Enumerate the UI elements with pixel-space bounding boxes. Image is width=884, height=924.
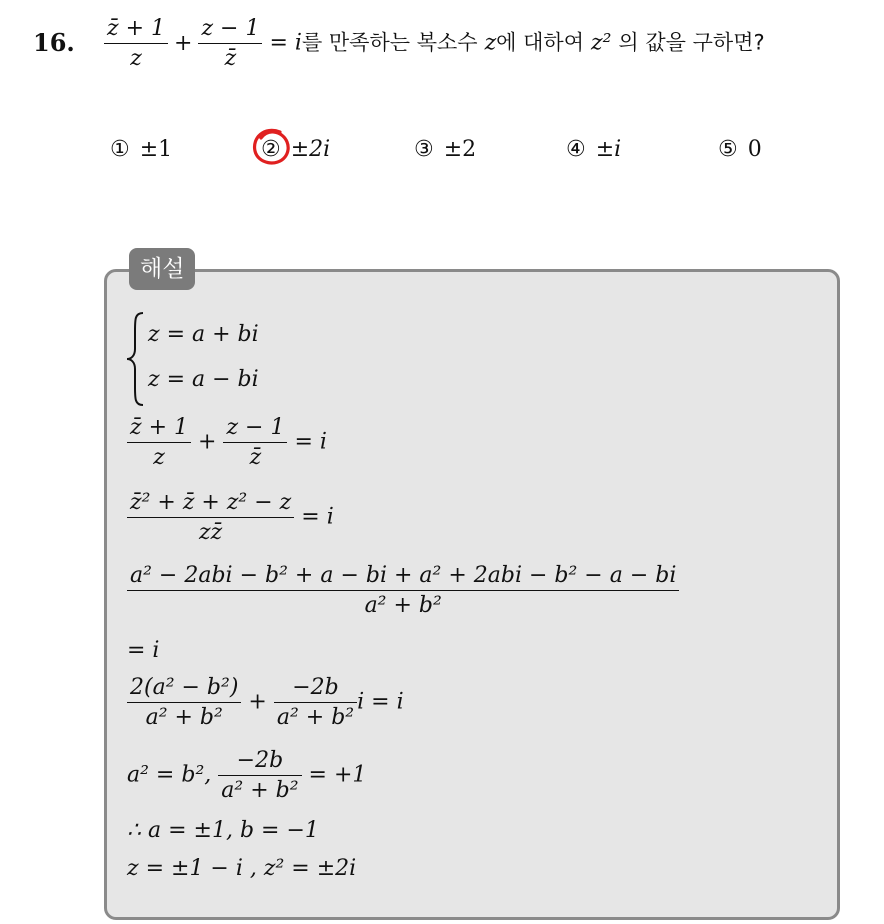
- solution-step-4: = i: [127, 638, 160, 663]
- solution-step-3: [127, 563, 679, 618]
- fraction-denominator: z̄: [223, 442, 287, 470]
- question-fraction-1: [104, 16, 168, 71]
- choice-value: ±i: [595, 137, 622, 162]
- fraction-denominator: z: [104, 43, 168, 71]
- question-number: 16.: [33, 28, 75, 57]
- choice-number: ④: [566, 137, 586, 162]
- equation-rhs: i = i: [357, 689, 404, 715]
- choice-value: 0: [747, 137, 762, 162]
- fraction-denominator: a² + b²: [127, 702, 241, 730]
- left-brace-icon: [125, 311, 147, 407]
- choice-value: ±2i: [290, 137, 331, 162]
- fraction-numerator: −2b: [292, 675, 339, 700]
- solution-step-5: $\frac{\text{2(a² − b²)}}{\text{a² + b²}}$ + $\frac{-2b}{\text{a² + b²}}$ i = i: [127, 675, 404, 730]
- fraction-denominator: zz̄: [127, 517, 294, 545]
- fraction-numerator: z̄ + 1: [107, 16, 166, 41]
- system-equation-2: z = a − bi: [148, 367, 259, 392]
- fraction-denominator: z: [127, 442, 191, 470]
- fraction-numerator: −2b: [236, 748, 284, 773]
- choice-number: ③: [414, 137, 434, 162]
- choice-4[interactable]: [566, 137, 621, 162]
- solution-step-1: $\frac{z̄ + 1}{z}$ + $\frac{z - 1}{z̄}$ = i: [127, 415, 327, 470]
- fraction-numerator: z − 1: [226, 415, 285, 440]
- variable-z-squared: z²: [591, 30, 612, 56]
- choice-number: ①: [110, 137, 130, 162]
- solution-step-2: [127, 490, 334, 545]
- choice-3[interactable]: [414, 137, 476, 162]
- choice-number: ⑤: [718, 137, 738, 162]
- question-text: $\frac{z̄ + 1}{z}$ + $\frac{z - 1}{z̄}$ = i를 만족하는 복소수 z에 대하여 z² 의 값을 구하면?: [104, 16, 765, 71]
- fraction-numerator: z̄² + z̄ + z² − z: [130, 490, 292, 515]
- question-text-2: 에 대하여: [496, 30, 584, 55]
- variable-z: z: [484, 30, 497, 56]
- fraction-numerator: 2(a² − b²): [130, 675, 239, 700]
- choice-value: ±1: [139, 137, 173, 162]
- choice-number: ②: [261, 137, 281, 162]
- fraction-numerator: z̄ + 1: [130, 415, 189, 440]
- question-text-3: 의 값을 구하면?: [618, 30, 765, 55]
- equation-rhs: = i: [269, 30, 302, 56]
- choice-1[interactable]: [110, 137, 172, 162]
- system-equation-1: z = a + bi: [148, 322, 259, 347]
- equation-lhs: a² = b²,: [127, 762, 212, 788]
- question-text-1: 를 만족하는 복소수: [301, 30, 478, 55]
- fraction-denominator: a² + b²: [218, 775, 301, 803]
- solution-step-7: ∴ a = ±1, b = −1: [127, 818, 319, 843]
- choice-5[interactable]: [718, 137, 762, 162]
- choice-value: ±2: [443, 137, 477, 162]
- fraction-numerator: z − 1: [201, 16, 260, 41]
- fraction-denominator: a² + b²: [274, 702, 357, 730]
- fraction-denominator: a² + b²: [127, 590, 679, 618]
- solution-label: 해설: [129, 248, 195, 290]
- solution-step-6: [127, 748, 366, 803]
- question-fraction-2: [198, 16, 262, 71]
- fraction-denominator: z̄: [198, 43, 262, 71]
- equation-rhs: = i: [294, 429, 327, 455]
- answer-circle-mark: [250, 126, 292, 168]
- solution-step-8: z = ±1 − i , z² = ±2i: [127, 856, 357, 881]
- equation-rhs: = i: [301, 504, 334, 530]
- fraction-numerator: a² − 2abi − b² + a − bi + a² + 2abi − b² − a − bi: [130, 563, 677, 588]
- equation-rhs: = +1: [308, 762, 367, 788]
